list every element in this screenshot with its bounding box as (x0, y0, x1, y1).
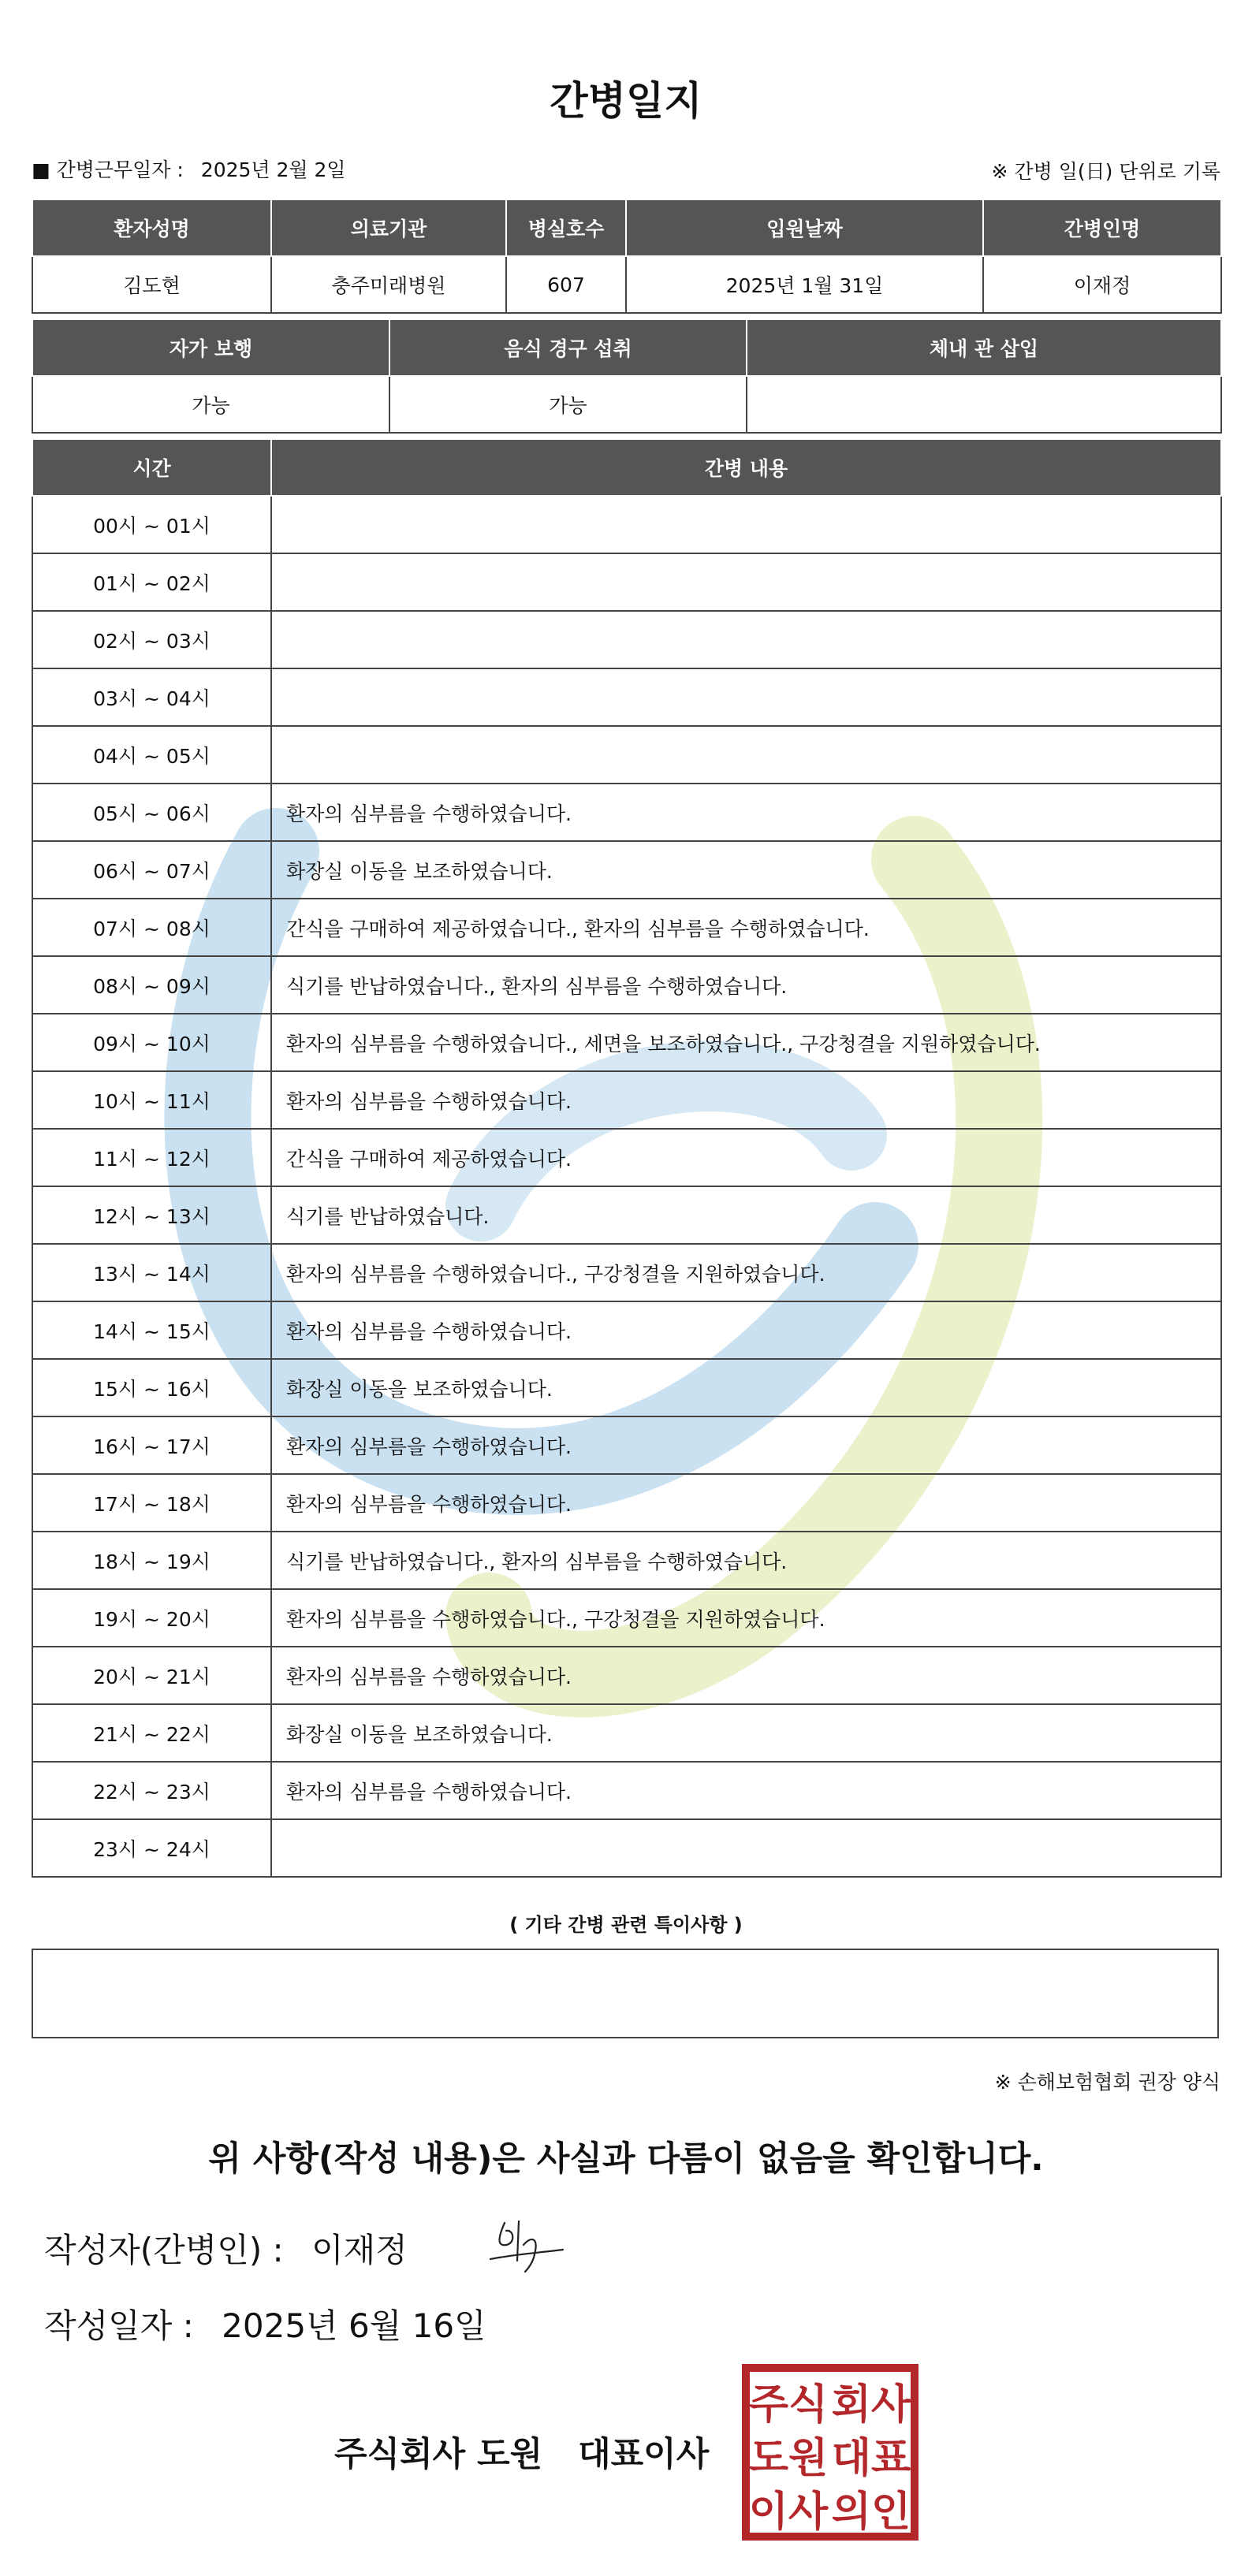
log-time-cell: 18시 ~ 19시 (32, 1532, 271, 1589)
care-log-row (32, 726, 1221, 784)
log-time-cell: 23시 ~ 24시 (32, 1819, 271, 1877)
log-time-cell: 04시 ~ 05시 (32, 726, 271, 784)
log-content-cell (271, 553, 1221, 611)
care-log-row (32, 784, 1221, 841)
svg-text:이사: 이사 (748, 2489, 829, 2536)
log-time-cell: 01시 ~ 02시 (32, 553, 271, 611)
writer-name: 이재정 (311, 2231, 408, 2269)
writer-line (44, 2224, 408, 2272)
write-date-label: 작성일자 : (44, 2306, 194, 2345)
log-time-cell: 11시 ~ 12시 (32, 1129, 271, 1186)
log-time-cell: 00시 ~ 01시 (32, 496, 271, 553)
caregiver-name: 이재정 (983, 256, 1221, 313)
care-log-row (32, 1186, 1221, 1244)
log-time-cell: 13시 ~ 14시 (32, 1244, 271, 1301)
header-hospital: 의료기관 (271, 199, 506, 256)
status-value-row (32, 376, 1221, 433)
log-time-cell: 02시 ~ 03시 (32, 611, 271, 668)
patient-name: 김도현 (32, 256, 271, 313)
work-date-value: 2025년 2월 2일 (200, 158, 346, 181)
writer-label: 작성자(간병인) : (44, 2231, 284, 2269)
company-representative: 주식회사 도원 대표이사 (334, 2435, 710, 2474)
log-time-cell: 15시 ~ 16시 (32, 1359, 271, 1416)
log-time-cell: 14시 ~ 15시 (32, 1301, 271, 1359)
log-content-cell: 식기를 반납하였습니다. (271, 1186, 1221, 1244)
care-log-row (32, 1647, 1221, 1704)
admission-date: 2025년 1월 31일 (626, 256, 983, 313)
source-note: ※ 손해보험협회 권장 양식 (994, 2071, 1220, 2094)
care-log-row (32, 841, 1221, 899)
care-log-row (32, 1474, 1221, 1532)
header-oral-intake: 음식 경구 섭취 (389, 319, 747, 376)
care-log-row (32, 611, 1221, 668)
log-content-cell: 화장실 이동을 보조하였습니다. (271, 841, 1221, 899)
header-time: 시간 (32, 439, 271, 496)
company-seal-icon (741, 2363, 919, 2541)
log-time-cell: 03시 ~ 04시 (32, 668, 271, 726)
care-log-row (32, 1129, 1221, 1186)
care-log-row (32, 899, 1221, 956)
care-log-row (32, 1819, 1221, 1877)
log-content-cell: 화장실 이동을 보조하였습니다. (271, 1704, 1221, 1762)
signature-icon (483, 2213, 569, 2276)
log-content-cell: 환자의 심부름을 수행하였습니다. (271, 1762, 1221, 1819)
log-time-cell: 09시 ~ 10시 (32, 1014, 271, 1071)
hospital-name: 충주미래병원 (271, 256, 506, 313)
log-content-cell: 식기를 반납하였습니다., 환자의 심부름을 수행하였습니다. (271, 1532, 1221, 1589)
oral-intake-value: 가능 (389, 376, 747, 433)
log-time-cell: 06시 ~ 07시 (32, 841, 271, 899)
log-content-cell: 환자의 심부름을 수행하였습니다., 구강청결을 지원하였습니다. (271, 1589, 1221, 1647)
care-log-row (32, 1532, 1221, 1589)
care-log-row (32, 1416, 1221, 1474)
log-content-cell: 환자의 심부름을 수행하였습니다. (271, 1647, 1221, 1704)
care-log-header-row (32, 439, 1221, 496)
care-log-row (32, 1762, 1221, 1819)
tube-insertion-value (747, 376, 1221, 433)
patient-info-table (32, 199, 1222, 314)
header-room-number: 병실호수 (506, 199, 626, 256)
log-content-cell: 화장실 이동을 보조하였습니다. (271, 1359, 1221, 1416)
header-care-content: 간병 내용 (271, 439, 1221, 496)
care-log-row (32, 1704, 1221, 1762)
log-content-cell: 환자의 심부름을 수행하였습니다. (271, 784, 1221, 841)
self-walking-value: 가능 (32, 376, 389, 433)
care-log-row (32, 956, 1221, 1014)
log-content-cell: 환자의 심부름을 수행하였습니다. (271, 1301, 1221, 1359)
header-tube-insertion: 체내 관 삽입 (747, 319, 1221, 376)
log-time-cell: 08시 ~ 09시 (32, 956, 271, 1014)
log-time-cell: 10시 ~ 11시 (32, 1071, 271, 1129)
log-content-cell (271, 1819, 1221, 1877)
log-time-cell: 07시 ~ 08시 (32, 899, 271, 956)
header-caregiver-name: 간병인명 (983, 199, 1221, 256)
notes-label: ( 기타 간병 관련 특이사항 ) (509, 1914, 743, 1936)
work-date-label: ■ 간병근무일자 : (32, 158, 184, 181)
care-log-row (32, 1071, 1221, 1129)
header-admission-date: 입원날짜 (626, 199, 983, 256)
confirmation-statement: 위 사항(작성 내용)은 사실과 다름이 없음을 확인합니다. (208, 2139, 1044, 2179)
care-log-row (32, 1244, 1221, 1301)
svg-text:의인: 의인 (831, 2489, 911, 2536)
log-content-cell: 환자의 심부름을 수행하였습니다. (271, 1071, 1221, 1129)
care-log-body (32, 496, 1221, 1877)
page-title: 간병일지 (550, 78, 702, 124)
log-time-cell: 20시 ~ 21시 (32, 1647, 271, 1704)
log-content-cell: 환자의 심부름을 수행하였습니다., 세면을 보조하였습니다., 구강청결을 지원하였습니다. (271, 1014, 1221, 1071)
log-content-cell: 식기를 반납하였습니다., 환자의 심부름을 수행하였습니다. (271, 956, 1221, 1014)
status-header-row (32, 319, 1221, 376)
log-time-cell: 16시 ~ 17시 (32, 1416, 271, 1474)
svg-text:도원: 도원 (748, 2435, 829, 2482)
log-time-cell: 21시 ~ 22시 (32, 1704, 271, 1762)
log-content-cell (271, 668, 1221, 726)
log-time-cell: 19시 ~ 20시 (32, 1589, 271, 1647)
log-content-cell: 환자의 심부름을 수행하였습니다. (271, 1416, 1221, 1474)
log-time-cell: 17시 ~ 18시 (32, 1474, 271, 1532)
notes-box (32, 1949, 1219, 2038)
care-log-table (32, 438, 1222, 1878)
room-number: 607 (506, 256, 626, 313)
care-log-row (32, 668, 1221, 726)
log-content-cell (271, 496, 1221, 553)
log-content-cell: 환자의 심부름을 수행하였습니다., 구강청결을 지원하였습니다. (271, 1244, 1221, 1301)
log-content-cell: 간식을 구매하여 제공하였습니다., 환자의 심부름을 수행하였습니다. (271, 899, 1221, 956)
log-time-cell: 12시 ~ 13시 (32, 1186, 271, 1244)
log-content-cell: 간식을 구매하여 제공하였습니다. (271, 1129, 1221, 1186)
log-time-cell: 05시 ~ 06시 (32, 784, 271, 841)
log-content-cell: 환자의 심부름을 수행하였습니다. (271, 1474, 1221, 1532)
log-time-cell: 22시 ~ 23시 (32, 1762, 271, 1819)
record-unit-note: ※ 간병 일(日) 단위로 기록 (991, 160, 1220, 183)
log-content-cell (271, 611, 1221, 668)
care-log-row (32, 496, 1221, 553)
care-log-row (32, 1359, 1221, 1416)
log-content-cell (271, 726, 1221, 784)
care-log-row (32, 1014, 1221, 1071)
svg-text:주식: 주식 (748, 2381, 829, 2429)
patient-info-header-row (32, 199, 1221, 256)
svg-text:회사: 회사 (831, 2381, 911, 2429)
care-log-row (32, 1589, 1221, 1647)
patient-info-value-row (32, 256, 1221, 313)
write-date-line (44, 2300, 486, 2347)
patient-status-table (32, 318, 1222, 434)
header-patient-name: 환자성명 (32, 199, 271, 256)
work-date-line (32, 154, 346, 183)
write-date-value: 2025년 6월 16일 (222, 2306, 486, 2345)
care-log-row (32, 1301, 1221, 1359)
header-self-walking: 자가 보행 (32, 319, 389, 376)
care-log-row (32, 553, 1221, 611)
svg-text:대표: 대표 (831, 2435, 911, 2482)
